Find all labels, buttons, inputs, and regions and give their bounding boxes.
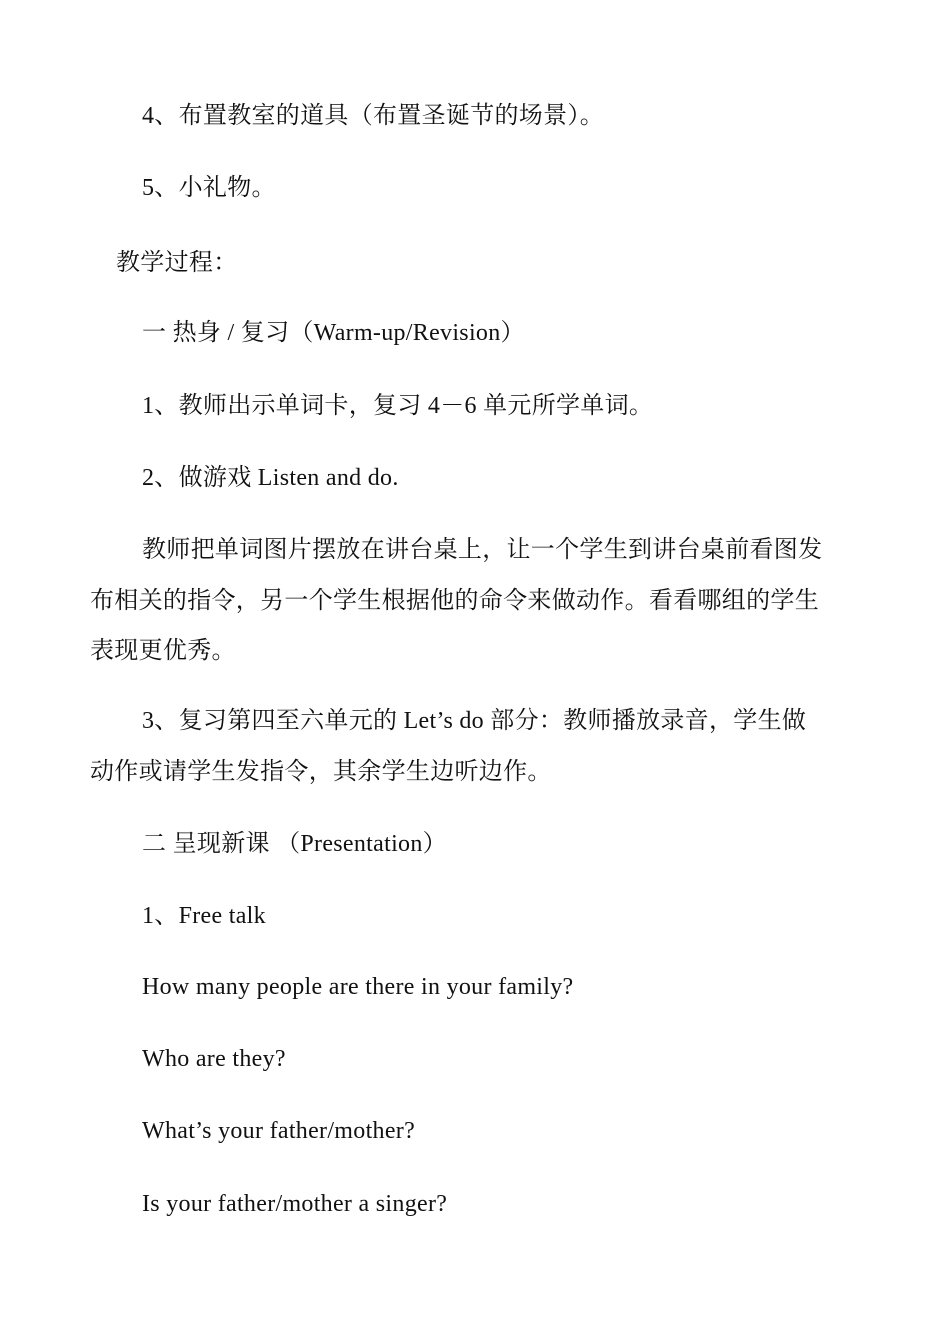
warmup-step-2-description-line-2: 布相关的指令，另一个学生根据他的命令来做动作。看看哪组的学生 [90,588,819,614]
section-warmup-heading: 一 热身 / 复习（Warm-up/Revision） [142,320,525,346]
prep-item-4: 4、布置教室的道具（布置圣诞节的场景）。 [142,103,604,129]
warmup-step-3-line-2: 动作或请学生发指令，其余学生边听边作。 [90,759,552,785]
warmup-step-2-description-line-3: 表现更优秀。 [90,638,236,664]
presentation-step-1: 1、Free talk [142,903,266,929]
free-talk-question-3: What’s your father/mother? [142,1118,416,1144]
section-presentation-heading: 二 呈现新课 （Presentation） [142,831,447,857]
prep-item-5: 5、小礼物。 [142,175,276,201]
free-talk-question-2: Who are they? [142,1046,286,1072]
process-heading: 教学过程： [116,250,238,276]
warmup-step-1: 1、教师出示单词卡，复习 4－6 单元所学单词。 [142,393,654,419]
warmup-step-3-line-1: 3、复习第四至六单元的 Let’s do 部分：教师播放录音，学生做 [142,708,807,734]
free-talk-question-4: Is your father/mother a singer? [142,1191,448,1217]
warmup-step-2: 2、做游戏 Listen and do. [142,465,399,491]
free-talk-question-1: How many people are there in your family? [142,974,574,1000]
warmup-step-2-description-line-1: 教师把单词图片摆放在讲台桌上，让一个学生到讲台桌前看图发 [142,537,823,563]
